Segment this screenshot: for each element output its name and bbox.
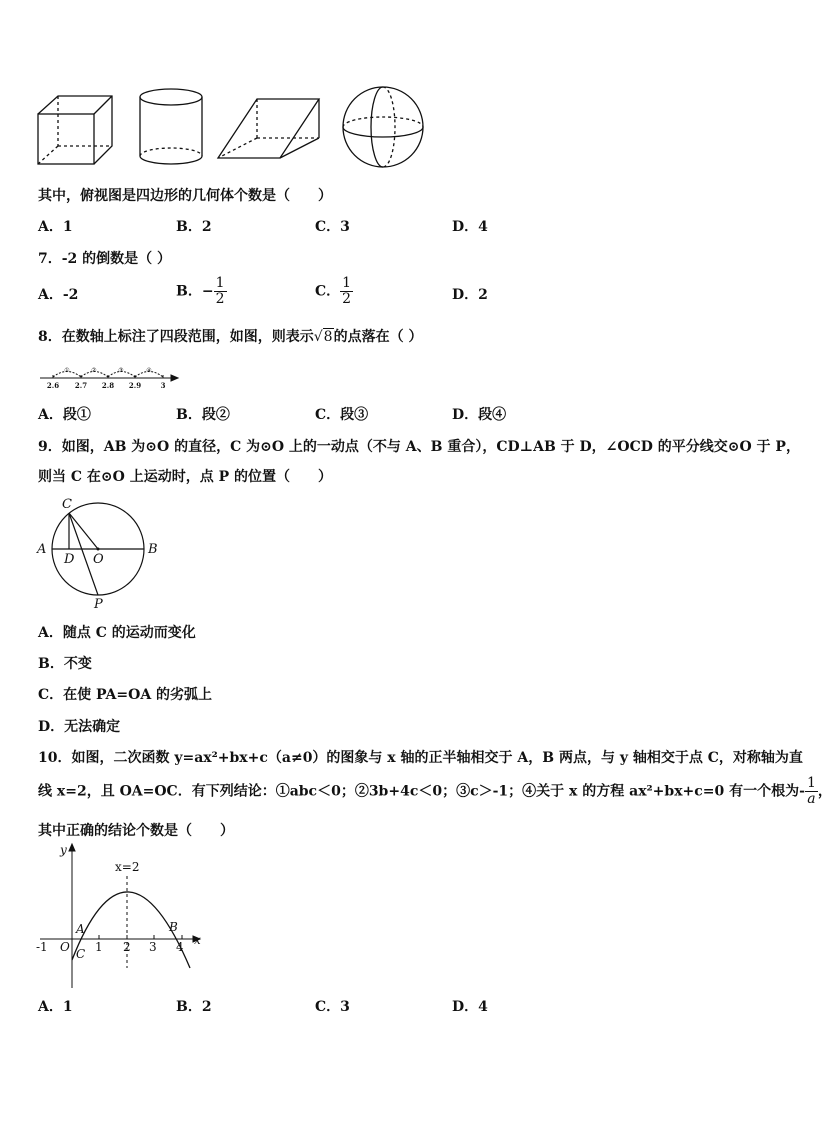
q7-option-c-fraction: $\frac{1}{2}$	[342, 275, 352, 307]
tick-label-2-9: 2.9	[128, 381, 142, 390]
tick-label-2-6: 2.6	[46, 381, 60, 390]
point-C-label: C	[76, 947, 86, 961]
x-axis-label: x	[194, 933, 201, 947]
label-O: O	[93, 552, 104, 567]
symmetry-axis-label: x=2	[115, 860, 140, 874]
tick-label-neg1: -1	[36, 940, 48, 954]
q10-question-line3: 其中正确的结论个数是（ ）	[38, 823, 234, 839]
prism-figure	[215, 96, 325, 162]
q10-option-d[interactable]: D．4	[452, 999, 488, 1015]
q10-question-line1: 10．如图，二次函数 y=ax²+bx+c（a≠0）的图象与 x 轴的正半轴相交于 A，B 两点，与 y 轴相交于点 C，对称轴为直	[38, 750, 803, 766]
cube-figure	[36, 94, 116, 168]
sphere-figure	[340, 84, 426, 170]
q8-option-a[interactable]: A．段①	[38, 407, 91, 423]
label-C: C	[62, 497, 72, 512]
tick-label-3: 3	[160, 381, 166, 390]
tick-label-2: 2	[123, 940, 131, 954]
label-D: D	[64, 552, 75, 567]
q7-option-b[interactable]	[176, 276, 227, 307]
q9-option-d[interactable]: D．无法确定	[38, 719, 121, 735]
q8-option-d[interactable]: D．段④	[452, 407, 507, 423]
q9-option-b[interactable]: B．不变	[38, 656, 92, 672]
q7-option-b-fraction: $\frac{1}{2}$	[215, 275, 225, 307]
point-A-label: A	[76, 922, 85, 936]
label-P: P	[94, 597, 103, 612]
y-axis-label: y	[60, 843, 67, 857]
q10-question-line2: 线 x=2，且 OA=OC．有下列结论：①abc＜0；②3b+4c＜0；③c＞-1；④关于 x 的方程 ax²+bx+c=0 有一个根为- $\frac{1}{a}$ ，	[38, 775, 832, 807]
cylinder-figure	[137, 86, 207, 166]
q8-question: 8．在数轴上标注了四段范围，如图，则表示√8的点落在（ ）	[38, 329, 423, 345]
parabola-graph	[36, 840, 212, 990]
q6-question: 其中，俯视图是四边形的几何体个数是（ ）	[38, 188, 332, 204]
segment-2-label: ②	[91, 367, 97, 374]
sqrt-expression: √8	[313, 329, 333, 345]
tick-label-2-7: 2.7	[74, 381, 88, 390]
q10-root-fraction: $\frac{1}{a}$	[806, 775, 816, 807]
tick-label-1: 1	[95, 940, 103, 954]
q6-option-a[interactable]: A．1	[38, 219, 73, 235]
q10-option-c[interactable]: C．3	[315, 999, 350, 1015]
q9-question-line1: 9．如图，AB 为⊙O 的直径，C 为⊙O 上的一动点（不与 A、B 重合），CD⊥AB 于 D，∠OCD 的平分线交⊙O 于 P，	[38, 439, 800, 455]
q7-option-c[interactable]	[315, 276, 353, 307]
label-B: B	[148, 542, 158, 557]
number-line-figure	[38, 364, 183, 392]
q6-option-b[interactable]: B．2	[176, 219, 212, 235]
q6-option-d[interactable]: D．4	[452, 219, 488, 235]
label-A: A	[37, 542, 47, 557]
q7-option-a[interactable]: A．-2	[38, 287, 79, 303]
segment-1-label: ①	[64, 367, 70, 374]
q10-option-b[interactable]: B．2	[176, 999, 212, 1015]
origin-label: O	[60, 940, 70, 954]
q7-option-d[interactable]: D．2	[452, 287, 488, 303]
q7-option-b-label: B．−	[176, 283, 214, 300]
q9-question-line2: 则当 C 在⊙O 上运动时，点 P 的位置（ ）	[38, 469, 332, 485]
q8-option-b[interactable]: B．段②	[176, 407, 230, 423]
circle-figure	[36, 494, 166, 614]
q8-option-c[interactable]: C．段③	[315, 407, 369, 423]
q10-option-a[interactable]: A．1	[38, 999, 73, 1015]
point-B-label: B	[169, 920, 178, 934]
q9-option-c[interactable]: C．在使 PA=OA 的劣弧上	[38, 687, 213, 703]
q6-option-c[interactable]: C．3	[315, 219, 350, 235]
q7-question: 7．-2 的倒数是（ ）	[38, 251, 172, 267]
q7-option-c-label: C．	[315, 283, 341, 300]
segment-4-label: ④	[146, 367, 152, 374]
tick-label-4: 4	[176, 940, 184, 954]
segment-3-label: ③	[118, 367, 124, 374]
tick-label-2-8: 2.8	[101, 381, 115, 390]
tick-label-3: 3	[149, 940, 157, 954]
q9-option-a[interactable]: A．随点 C 的运动而变化	[38, 625, 196, 641]
